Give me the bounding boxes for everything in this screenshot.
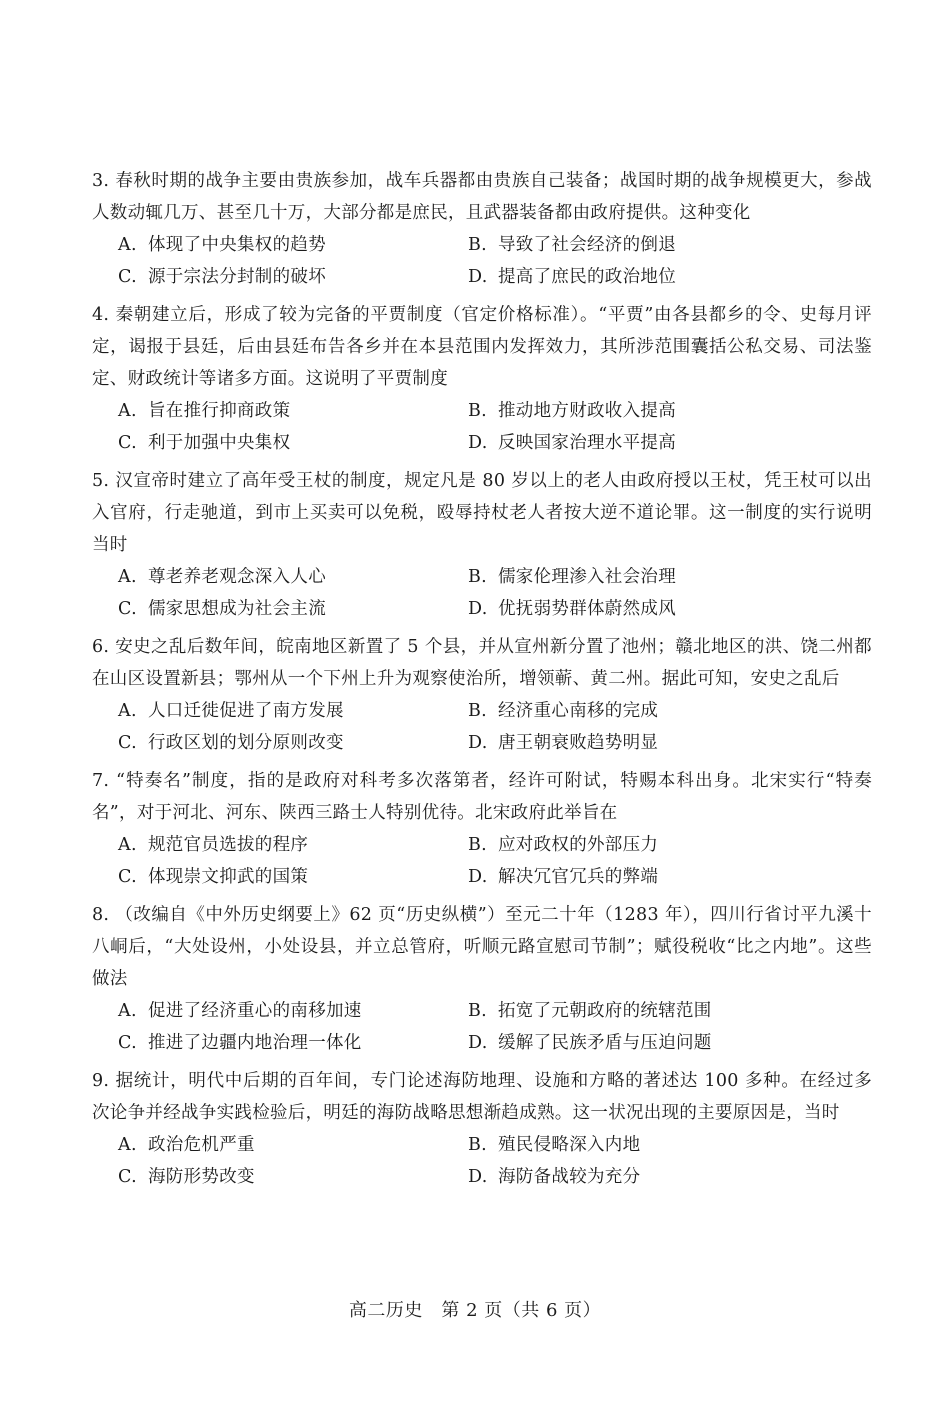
answer-option <box>468 561 858 593</box>
option-letter: D. <box>468 433 488 453</box>
option-letter: B. <box>468 235 488 255</box>
option-letter: D. <box>468 267 488 287</box>
question-item <box>92 165 872 293</box>
question-item <box>92 299 872 459</box>
option-letter: A. <box>118 1135 137 1155</box>
option-text: 反映国家治理水平提高 <box>498 433 676 453</box>
option-letter: C. <box>118 733 137 753</box>
option-letter: D. <box>468 867 488 887</box>
question-stem <box>92 899 872 995</box>
option-letter: B. <box>468 835 488 855</box>
question-text: 安史之乱后数年间，皖南地区新置了 5 个县，并从宣州新分置了池州；赣北地区的洪、饶二州都在山区设置新县；鄂州从一个下州上升为观察使治所，增领蕲、黄二州。据此可知，安史之乱后 <box>92 637 872 689</box>
answer-option <box>118 1027 468 1059</box>
option-text: 利于加强中央集权 <box>148 433 291 453</box>
answer-option <box>118 395 468 427</box>
option-text: 殖民侵略深入内地 <box>498 1135 641 1155</box>
option-letter: C. <box>118 599 137 619</box>
answer-option <box>118 261 468 293</box>
option-text: 优抚弱势群体蔚然成风 <box>498 599 676 619</box>
question-stem <box>92 165 872 229</box>
option-text: 推动地方财政收入提高 <box>498 401 676 421</box>
option-letter: C. <box>118 1167 137 1187</box>
question-stem <box>92 765 872 829</box>
option-grid <box>92 829 872 893</box>
option-letter: A. <box>118 701 137 721</box>
option-text: 海防备战较为充分 <box>498 1167 641 1187</box>
question-item <box>92 899 872 1059</box>
option-text: 应对政权的外部压力 <box>498 835 659 855</box>
answer-option <box>468 229 858 261</box>
answer-option <box>118 727 468 759</box>
option-text: 旨在推行抑商政策 <box>148 401 291 421</box>
option-text: 海防形势改变 <box>148 1167 255 1187</box>
option-letter: A. <box>118 235 137 255</box>
option-text: 儒家思想成为社会主流 <box>148 599 326 619</box>
option-text: 尊老养老观念深入人心 <box>148 567 326 587</box>
option-text: 体现了中央集权的趋势 <box>148 235 326 255</box>
option-text: 导致了社会经济的倒退 <box>498 235 676 255</box>
option-letter: B. <box>468 567 488 587</box>
answer-option <box>468 427 858 459</box>
option-text: 源于宗法分封制的破坏 <box>148 267 326 287</box>
option-text: 体现崇文抑武的国策 <box>148 867 309 887</box>
question-number: 6. <box>92 637 110 657</box>
option-letter: A. <box>118 567 137 587</box>
option-text: 行政区划的划分原则改变 <box>148 733 344 753</box>
option-grid <box>92 561 872 625</box>
answer-option <box>468 395 858 427</box>
option-letter: B. <box>468 701 488 721</box>
option-text: 促进了经济重心的南移加速 <box>148 1001 362 1021</box>
option-text: 提高了庶民的政治地位 <box>498 267 676 287</box>
question-number: 5. <box>92 471 110 491</box>
answer-option <box>468 995 858 1027</box>
question-text: “特奏名”制度，指的是政府对科考多次落第者，经许可附试，特赐本科出身。北宋实行“特奏名”，对于河北、河东、陕西三路士人特别优待。北宋政府此举旨在 <box>92 771 872 823</box>
option-grid <box>92 1129 872 1193</box>
option-letter: A. <box>118 401 137 421</box>
answer-option <box>118 995 468 1027</box>
option-letter: D. <box>468 599 488 619</box>
option-letter: C. <box>118 267 137 287</box>
option-letter: C. <box>118 433 137 453</box>
option-letter: A. <box>118 1001 137 1021</box>
question-stem <box>92 631 872 695</box>
option-text: 拓宽了元朝政府的统辖范围 <box>498 1001 712 1021</box>
answer-option <box>118 1161 468 1193</box>
answer-option <box>468 261 858 293</box>
page-footer: 高二历史 第 2 页（共 6 页） <box>348 1300 602 1321</box>
question-stem <box>92 1065 872 1129</box>
option-grid <box>92 395 872 459</box>
answer-option <box>468 593 858 625</box>
answer-option <box>118 561 468 593</box>
answer-option <box>118 695 468 727</box>
option-grid <box>92 229 872 293</box>
option-letter: B. <box>468 1001 488 1021</box>
question-item <box>92 1065 872 1193</box>
question-text: 春秋时期的战争主要由贵族参加，战车兵器都由贵族自己装备；战国时期的战争规模更大，参战人数动辄几万、甚至几十万，大部分都是庶民，且武器装备都由政府提供。这种变化 <box>92 171 872 223</box>
question-number: 8. <box>92 905 110 925</box>
question-number: 9. <box>92 1071 110 1091</box>
question-number: 4. <box>92 305 110 325</box>
option-text: 缓解了民族矛盾与压迫问题 <box>498 1033 712 1053</box>
question-text: 据统计，明代中后期的百年间，专门论述海防地理、设施和方略的著述达 100 多种。在经过多次论争并经战争实践检验后，明廷的海防战略思想渐趋成熟。这一状况出现的主要原因是，当时 <box>92 1071 872 1123</box>
option-text: 经济重心南移的完成 <box>498 701 659 721</box>
answer-option <box>468 1129 858 1161</box>
answer-option <box>468 1161 858 1193</box>
question-item <box>92 765 872 893</box>
question-item <box>92 465 872 625</box>
question-text: （改编自《中外历史纲要上》62 页“历史纵横”）至元二十年（1283 年），四川行省讨平九溪十八峒后，“大处设州，小处设县，并立总管府，听顺元路宣慰司节制”；赋役税收“比之内地”。这些做法 <box>92 905 872 989</box>
option-letter: D. <box>468 1167 488 1187</box>
option-letter: C. <box>118 867 137 887</box>
option-text: 政治危机严重 <box>148 1135 255 1155</box>
option-letter: C. <box>118 1033 137 1053</box>
option-text: 唐王朝衰败趋势明显 <box>498 733 659 753</box>
option-letter: B. <box>468 401 488 421</box>
answer-option <box>118 829 468 861</box>
question-stem <box>92 299 872 395</box>
answer-option <box>118 593 468 625</box>
answer-option <box>468 829 858 861</box>
option-letter: D. <box>468 733 488 753</box>
option-text: 规范官员选拔的程序 <box>148 835 309 855</box>
answer-option <box>468 1027 858 1059</box>
answer-option <box>118 861 468 893</box>
option-letter: D. <box>468 1033 488 1053</box>
answer-option <box>118 229 468 261</box>
question-item <box>92 631 872 759</box>
option-letter: A. <box>118 835 137 855</box>
question-list <box>92 165 872 1199</box>
question-number: 3. <box>92 171 110 191</box>
question-stem <box>92 465 872 561</box>
option-letter: B. <box>468 1135 488 1155</box>
option-text: 解决冗官冗兵的弊端 <box>498 867 659 887</box>
question-text: 汉宣帝时建立了高年受王杖的制度，规定凡是 80 岁以上的老人由政府授以王杖，凭王杖可以出入官府，行走驰道，到市上买卖可以免税，殴辱持杖老人者按大逆不道论罪。这一制度的实行说明当时 <box>92 471 872 555</box>
option-text: 推进了边疆内地治理一体化 <box>148 1033 362 1053</box>
answer-option <box>468 727 858 759</box>
option-text: 儒家伦理渗入社会治理 <box>498 567 676 587</box>
option-text: 人口迁徙促进了南方发展 <box>148 701 344 721</box>
option-grid <box>92 995 872 1059</box>
answer-option <box>468 695 858 727</box>
question-number: 7. <box>92 771 110 791</box>
option-grid <box>92 695 872 759</box>
answer-option <box>118 427 468 459</box>
answer-option <box>118 1129 468 1161</box>
answer-option <box>468 861 858 893</box>
question-text: 秦朝建立后，形成了较为完备的平贾制度（官定价格标准）。“平贾”由各县都乡的令、史每月评定，谒报于县廷，后由县廷布告各乡并在本县范围内发挥效力，其所涉范围囊括公私交易、司法鉴定、财政统计等诸多方面。这说明了平贾制度 <box>92 305 872 389</box>
